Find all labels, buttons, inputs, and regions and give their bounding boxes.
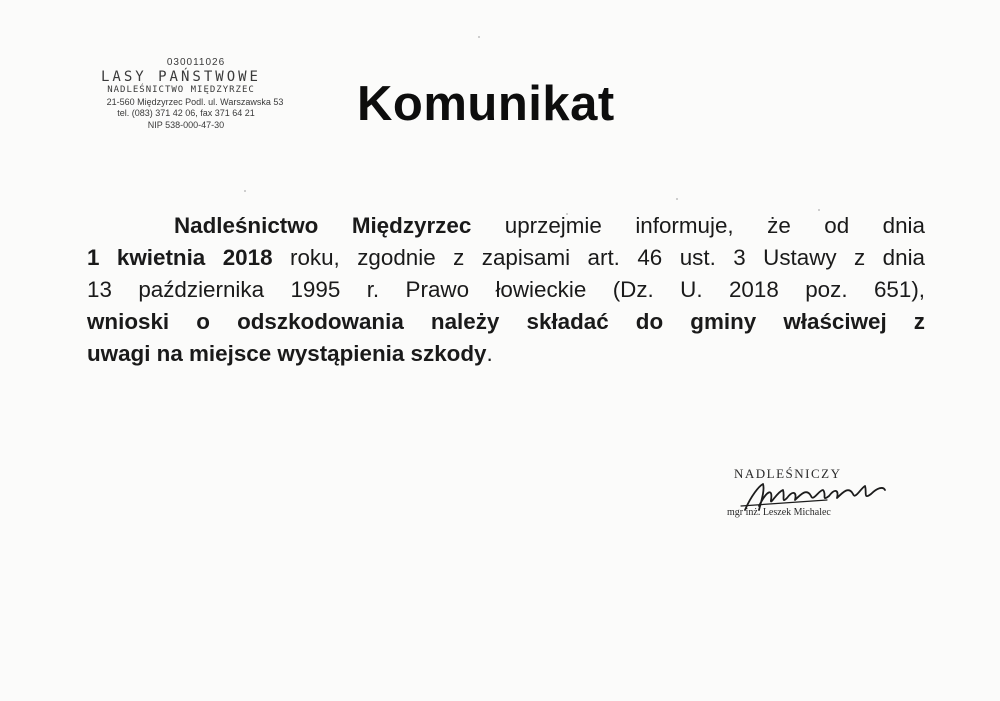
scan-speck bbox=[244, 190, 246, 192]
stamp-organization: LASY PAŃSTWOWE bbox=[100, 68, 261, 85]
signatory-role: NADLEŚNICZY bbox=[734, 466, 842, 481]
body-line-1 bbox=[87, 210, 925, 242]
body-line-5 bbox=[87, 338, 925, 370]
stamp-unit: NADLEŚNICTWO MIĘDZYRZEC bbox=[107, 85, 255, 96]
institution-stamp bbox=[78, 58, 284, 130]
announcement-body bbox=[87, 210, 925, 370]
body-line-3 bbox=[87, 274, 925, 306]
stamp-phone: tel. (083) 371 42 06, fax 371 64 21 bbox=[117, 108, 255, 119]
stamp-code: 030011026 bbox=[166, 57, 226, 68]
document-title: Komunikat bbox=[357, 77, 615, 131]
scan-speck bbox=[478, 36, 480, 38]
body-line-4 bbox=[87, 306, 925, 338]
stamp-nip: NIP 538-000-47-30 bbox=[147, 119, 225, 130]
handwritten-signature bbox=[737, 476, 887, 516]
bold-instruction-end: uwagi na miejsce wystąpienia szkody bbox=[87, 341, 487, 366]
body-text-segment: . bbox=[486, 341, 493, 366]
body-text-segment: uprzejmie informuje, że od dnia bbox=[471, 213, 925, 238]
effective-date: 1 kwietnia 2018 bbox=[87, 245, 273, 270]
body-line-2 bbox=[87, 242, 925, 274]
signatory-name: mgr inż. Leszek Michalec bbox=[727, 507, 831, 518]
body-text-segment: roku, zgodnie z zapisami art. 46 ust. 3 Ustawy z dnia bbox=[272, 245, 925, 270]
forest-district-name: Nadleśnictwo Międzyrzec bbox=[174, 213, 472, 238]
body-text-segment: 13 października 1995 r. Prawo łowieckie (Dz. U. 2018 poz. 651), bbox=[87, 277, 925, 302]
scan-speck bbox=[676, 198, 678, 200]
stamp-address: 21-560 Międzyrzec Podl. ul. Warszawska 53 bbox=[106, 96, 284, 107]
bold-instruction: wnioski o odszkodowania należy składać do gminy właściwej z bbox=[87, 309, 925, 334]
signature-block bbox=[725, 466, 905, 518]
